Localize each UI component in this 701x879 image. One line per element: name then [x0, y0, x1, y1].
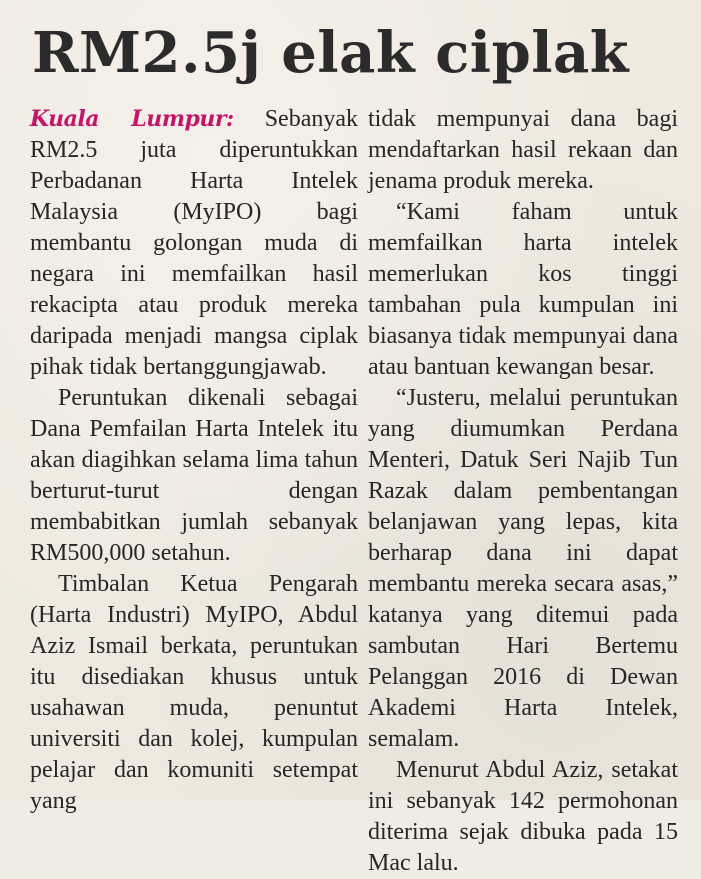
- article-paragraph-3: Timbalan Ketua Pengarah (Harta Industri) MyIPO, Abdul Aziz Ismail berkata, peruntukan itu disediakan khusus untuk usahawan muda, penuntut universiti dan kolej, kumpulan pelajar dan komuniti setempat yang: [30, 571, 358, 814]
- article-paragraph-3-continued: tidak mempunyai dana bagi mendaftarkan hasil rekaan dan jenama produk mereka.: [368, 106, 678, 194]
- article-left-column: [30, 104, 358, 817]
- article-paragraph-4: “Kami faham untuk memfailkan harta intelek memerlukan kos tinggi tambahan pula kumpulan ini biasanya tidak mempunyai dana atau bantuan kewangan besar.: [368, 199, 678, 380]
- article-paragraph-2: Peruntukan dikenali sebagai Dana Pemfailan Harta Intelek itu akan diagihkan selama lima tahun berturut-turut dengan membabitkan jumlah sebanyak RM500,000 setahun.: [30, 385, 358, 566]
- article-right-column: [368, 104, 678, 879]
- article-paragraph-6: Menurut Abdul Aziz, setakat ini sebanyak 142 permohonan diterima sejak dibuka pada 15 Mac lalu.: [368, 757, 678, 876]
- article-paragraph-1-text: Sebanyak RM2.5 juta diperuntukkan Perbadanan Harta Intelek Malaysia (MyIPO) bagi membantu golongan muda di negara ini memfailkan hasil rekacipta atau produk mereka daripada menjadi mangsa ciplak pihak tidak bertanggungjawab.: [30, 106, 358, 380]
- article-paragraph-1: [30, 104, 358, 383]
- article-headline: RM2.5j elak ciplak: [32, 20, 630, 86]
- article-paragraph-5: “Justeru, melalui peruntukan yang diumumkan Perdana Menteri, Datuk Seri Najib Tun Razak dalam pembentangan belanjawan yang lepas, kita berharap dana ini dapat membantu mereka secara asas,” katanya yang ditemui pada sambutan Hari Bertemu Pelanggan 2016 di Dewan Akademi Harta Intelek, semalam.: [368, 385, 678, 752]
- article-dateline: Kuala Lumpur:: [30, 106, 234, 132]
